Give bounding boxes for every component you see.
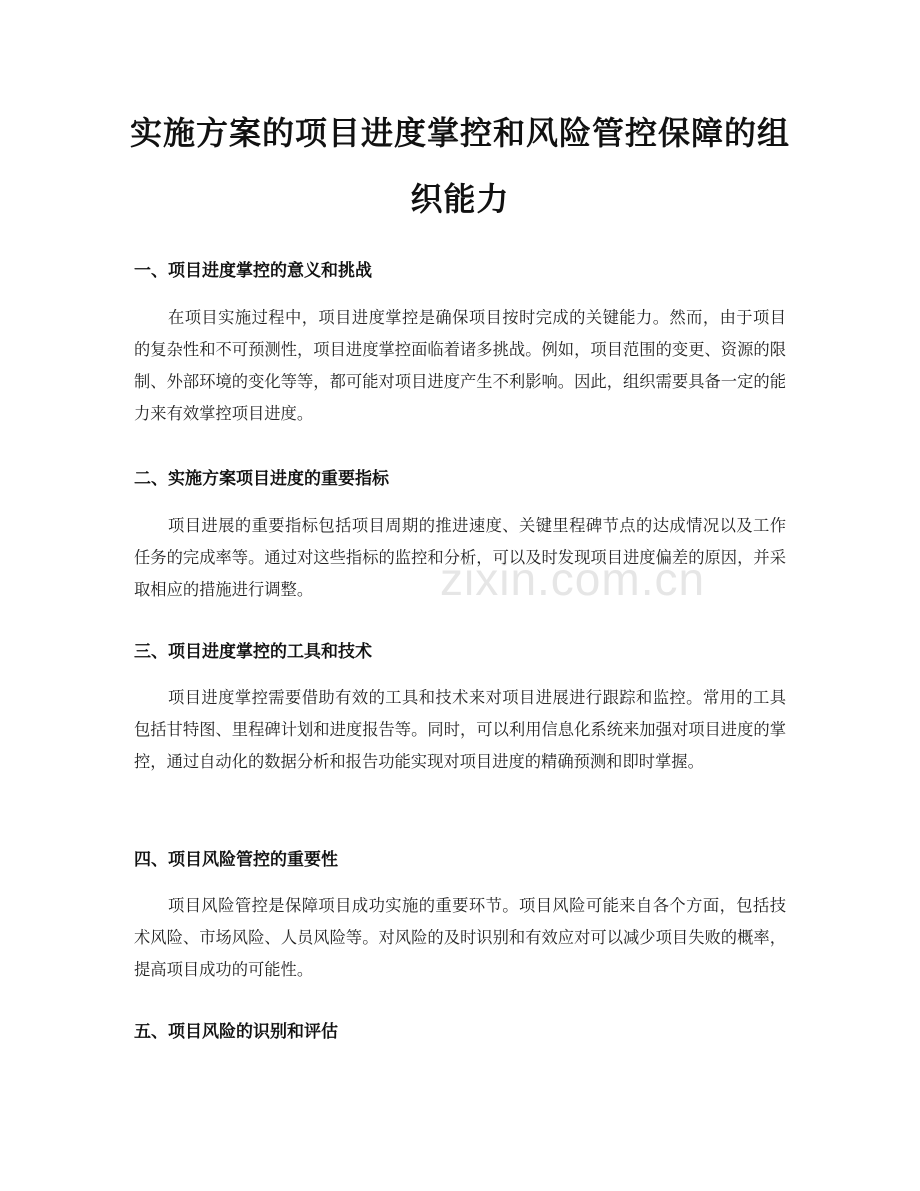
document-title: 实施方案的项目进度掌控和风险管控保障的组织能力 xyxy=(129,114,790,218)
section-paragraph-4: 项目风险管控是保障项目成功实施的重要环节。项目风险可能来自各个方面，包括技术风险、市场风险、人员风险等。对风险的及时识别和有效应对可以减少项目失败的概率，提高项目成功的可能性。 xyxy=(134,896,786,979)
section-heading-3: 三、项目进度掌控的工具和技术 xyxy=(134,642,372,662)
section-paragraph-3: 项目进度掌控需要借助有效的工具和技术来对项目进展进行跟踪和监控。常用的工具包括甘特图、里程碑计划和进度报告等。同时，可以利用信息化系统来加强对项目进度的掌控，通过自动化的数据分析和报告功能实现对项目进度的精确预测和即时掌握。 xyxy=(134,688,786,771)
section-heading-2: 二、实施方案项目进度的重要指标 xyxy=(134,469,389,489)
section-paragraph-1: 在项目实施过程中，项目进度掌控是确保项目按时完成的关键能力。然而，由于项目的复杂性和不可预测性，项目进度掌控面临着诸多挑战。例如，项目范围的变更、资源的限制、外部环境的变化等等，都可能对项目进度产生不利影响。因此，组织需要具备一定的能力来有效掌控项目进度。 xyxy=(134,308,786,423)
section-heading-5: 五、项目风险的识别和评估 xyxy=(134,1022,338,1042)
section-heading-4: 四、项目风险管控的重要性 xyxy=(134,850,338,870)
watermark: zixin.com.cn xyxy=(440,553,706,605)
section-paragraph-2: 项目进展的重要指标包括项目周期的推进速度、关键里程碑节点的达成情况以及工作任务的完成率等。通过对这些指标的监控和分析，可以及时发现项目进度偏差的原因，并采取相应的措施进行调整。 xyxy=(134,516,786,599)
section-heading-1: 一、项目进度掌控的意义和挑战 xyxy=(134,261,372,281)
